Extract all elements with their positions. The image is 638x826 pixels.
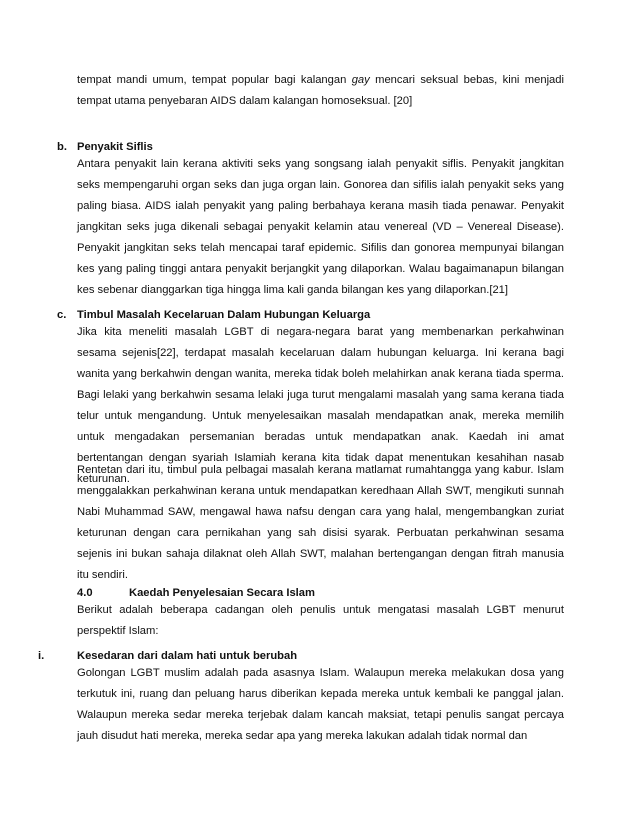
intro-paragraph [77,70,564,112]
section-4-paragraph [77,600,564,642]
section-i-text: Golongan LGBT muslim adalah pada asasnya Islam. Walaupun mereka melakukan dosa yang terkutuk ini, ruang dan peluang harus diberikan kepada mereka untuk kembali ke panggal jalan. Walaupun mereka sedar mereka terjebak dalam kancah maksiat, tetapi penulis sangat percaya jauh disudut hati mereka, mereka sedar apa yang mereka lakukan adalah tidak normal dan [77,667,564,742]
section-c-text-2: Rentetan dari itu, timbul pula pelbagai masalah kerana matlamat rumahtangga yang kabur. Islam menggalakkan perkahwinan kerana untuk mendapatkan keredhaan Allah SWT, mengikuti sunnah Nabi Muhammad SAW, mengawal hawa nafsu dengan cara yang halal, mengembangkan zuriat keturunan dengan cara pernikahan yang sah disisi syarak. Perbuatan perkahwinan sesama sejenis ini bukan sahaja dilaknat oleh Allah SWT, malahan bertengangan dengan fitrah manusia itu sendiri. [77,464,564,581]
intro-text-after: mencari seksual bebas, kini menjadi tempat utama penyebaran AIDS dalam kalangan homoseksual. [20] [77,74,564,107]
section-c-paragraph-2 [77,460,564,586]
section-c-title: Timbul Masalah Kecelaruan Dalam Hubungan Keluarga [77,309,371,321]
section-4-text: Berikut adalah beberapa cadangan oleh penulis untuk mengatasi masalah LGBT menurut perspektif Islam: [77,604,564,637]
section-i-title: Kesedaran dari dalam hati untuk berubah [77,650,298,662]
section-c-text-1: Jika kita meneliti masalah LGBT di negara-negara barat yang membenarkan perkahwinan sesama sejenis[22], terdapat masalah kecelaruan dalam hubungan keluarga. Ini kerana bagi wanita yang berkahwin dengan wanita, mereka tidak boleh melahirkan anak kerana tiada sperma. Bagi lelaki yang berkahwin sesama lelaki juga turut mengalami masalah yang sama kerana tiada telur untuk mengandung. Untuk menyelesaikan masalah mendapatkan anak, mereka memilih untuk mengadakan persemanian beradas untuk mendapatkan anak. Kaedah ini amat bertentangan dengan syariah Islamiah kerana kita tidak dapat menentukan kesahihan nasab keturunan. [77,326,564,485]
section-b-text: Antara penyakit lain kerana aktiviti seks yang songsang ialah penyakit siflis. Penyakit jangkitan seks mempengaruhi organ seks dan juga organ lain. Gonorea dan sifilis ialah penyakit seks yang paling biasa. AIDS ialah penyakit yang paling berbahaya kerana masih tiada penawar. Penyakit jangkitan seks juga dikenali sebagai penyakit kelamin atau venereal (VD – Venereal Disease). Penyakit jangkitan seks telah mencapai taraf epidemic. Sifilis dan gonorea mempunyai bilangan kes yang paling tinggi antara penyakit berjangkit yang dilaporkan. Walau bagaimanapun bilangan kes sebenar dianggarkan tiga hingga lima kali ganda bilangan kes yang dilaporkan.[21] [77,158,564,296]
section-4-number: 4.0 [77,587,93,599]
section-b-title: Penyakit Siflis [77,141,153,153]
section-i-label: i. [38,650,45,662]
intro-text-before: tempat mandi umum, tempat popular bagi kalangan [77,74,352,86]
section-i-paragraph [77,663,564,747]
section-4-title: Kaedah Penyelesaian Secara Islam [129,587,315,599]
section-b-label: b. [57,141,67,153]
section-b-paragraph [77,154,564,301]
intro-text-italic: gay [351,74,370,86]
section-c-label: c. [57,309,67,321]
